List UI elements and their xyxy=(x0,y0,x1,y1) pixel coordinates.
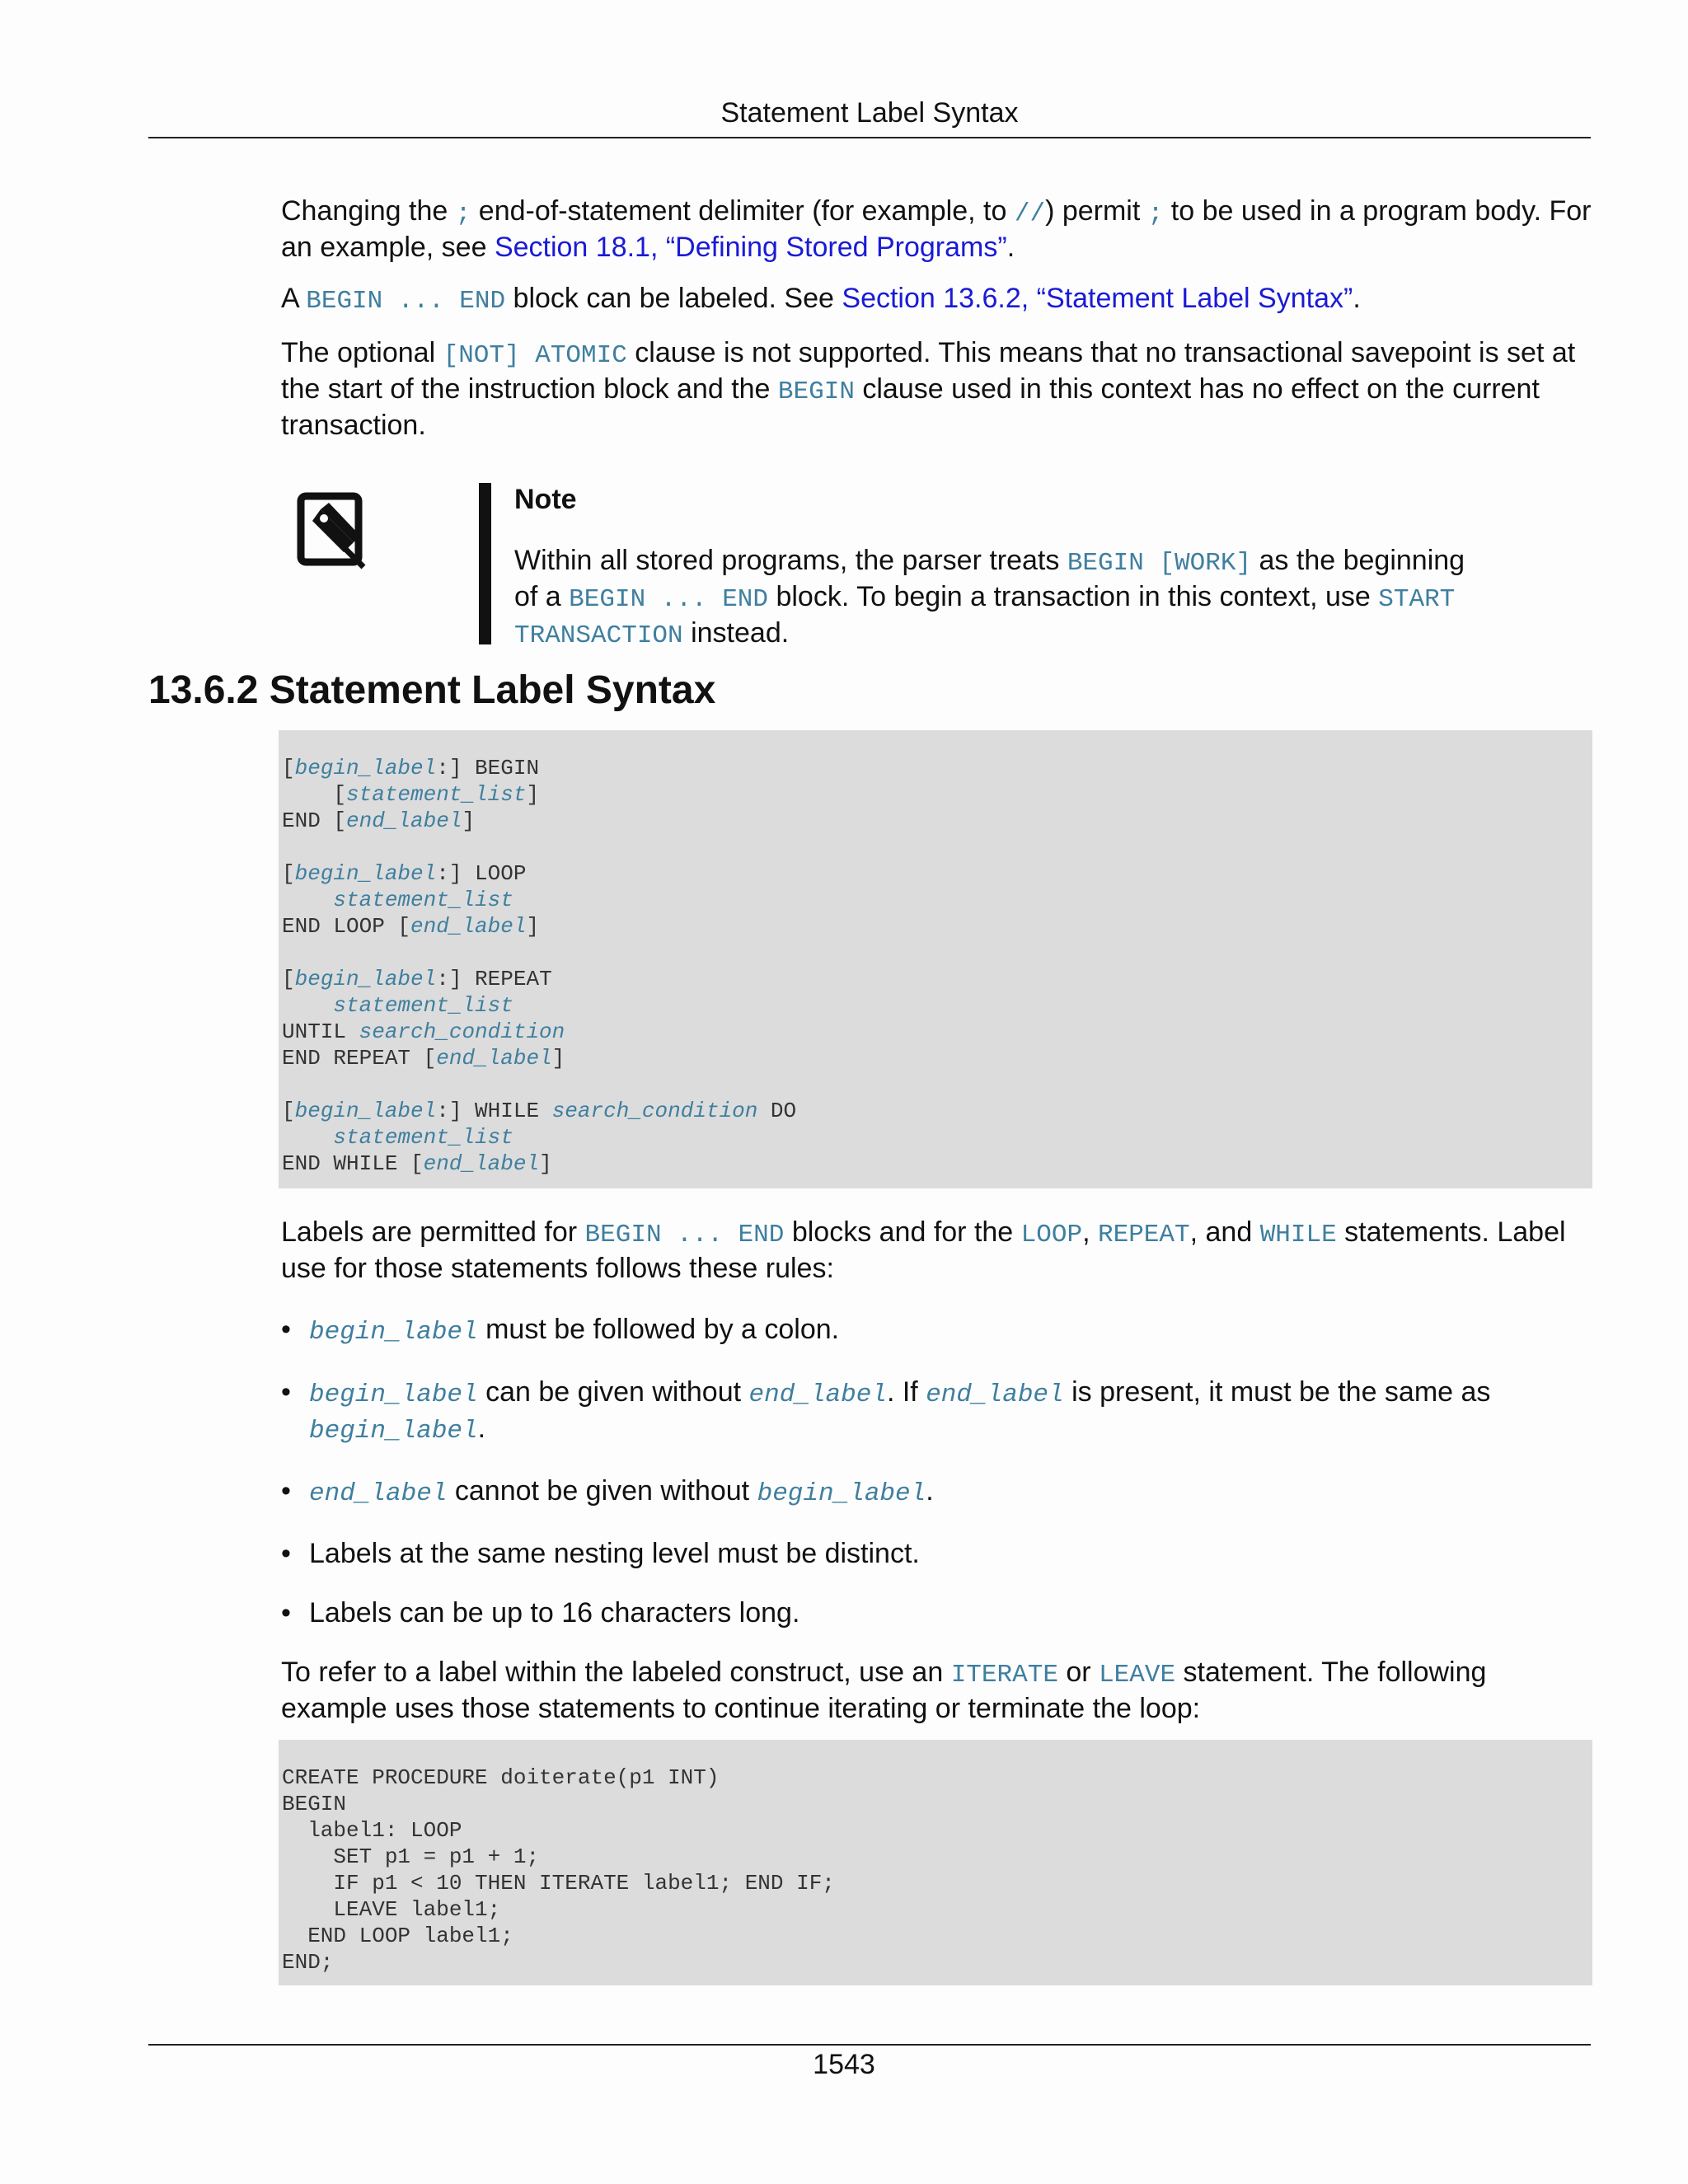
refer-paragraph: To refer to a label within the labeled construct, use an ITERATE or LEAVE statement. The following example uses those statements to continue iterating or terminate the loop: xyxy=(281,1657,1487,1724)
list-item: • Labels can be up to 16 characters long. xyxy=(281,1597,800,1629)
section-title: 13.6.2 Statement Label Syntax xyxy=(148,668,716,712)
intro-paragraph-3: The optional [NOT] ATOMIC clause is not supported. This means that no transactional savepoint is set at the start of the instruction block and the BEGIN clause used in this context has no effect on the current transaction. xyxy=(281,337,1576,441)
labels-paragraph: Labels are permitted for BEGIN ... END blocks and for the LOOP, REPEAT, and WHILE statements. Label use for those statements follows these rules: xyxy=(281,1216,1566,1284)
footer-rule xyxy=(148,2044,1591,2046)
intro-content xyxy=(281,194,1592,460)
note-admonition xyxy=(281,483,1476,650)
list-item: • Labels at the same nesting level must be distinct. xyxy=(281,1538,920,1569)
list-item: • begin_label can be given without end_label. If end_label is present, it must be the same as begin_label. xyxy=(281,1376,1491,1446)
header-rule xyxy=(148,137,1591,138)
note-bar xyxy=(479,483,491,644)
label-rules-list xyxy=(281,1313,1592,1629)
running-header: Statement Label Syntax xyxy=(720,97,1019,129)
list-item: • begin_label must be followed by a colon. xyxy=(281,1314,840,1347)
note-text: Within all stored programs, the parser treats BEGIN [WORK] as the beginning of a BEGIN ... END block. To begin a transaction in this context, use START TRANSACTION instead. xyxy=(514,545,1465,650)
note-icon xyxy=(296,491,372,574)
example-code-block: CREATE PROCEDURE doiterate(p1 INT) BEGIN label1: LOOP SET p1 = p1 + 1; IF p1 < 10 THEN ITERATE label1; END IF; LEAVE label1; END LOOP label1; END; xyxy=(279,1740,1592,1985)
list-item: • end_label cannot be given without begin_label. xyxy=(281,1475,934,1508)
intro-paragraph-1: Changing the ; end-of-statement delimiter (for example, to //) permit ; to be used in a program body. For an example, see Section 18.1, “Defining Stored Programs”. xyxy=(281,195,1592,263)
labels-content xyxy=(281,1216,1592,1743)
intro-paragraph-2: A BEGIN ... END block can be labeled. See Section 13.6.2, “Statement Label Syntax”. xyxy=(281,283,1361,316)
link-statement-label-syntax[interactable]: Section 13.6.2, “Statement Label Syntax” xyxy=(842,283,1353,314)
note-body xyxy=(514,483,1479,671)
syntax-code-block: [begin_label:] BEGIN [statement_list] END [end_label] [begin_label:] LOOP statement_list END LOOP [end_label] [begin_label:] REPEAT statement_list UNTIL search_condition END REPEAT [end_label] [begin_label:] WHILE search_condition DO statement_list END WHILE [end_label] xyxy=(279,730,1592,1188)
link-defining-stored-programs[interactable]: Section 18.1, “Defining Stored Programs” xyxy=(494,232,1007,263)
page-number: 1543 xyxy=(813,2049,875,2080)
note-title: Note xyxy=(514,484,577,515)
